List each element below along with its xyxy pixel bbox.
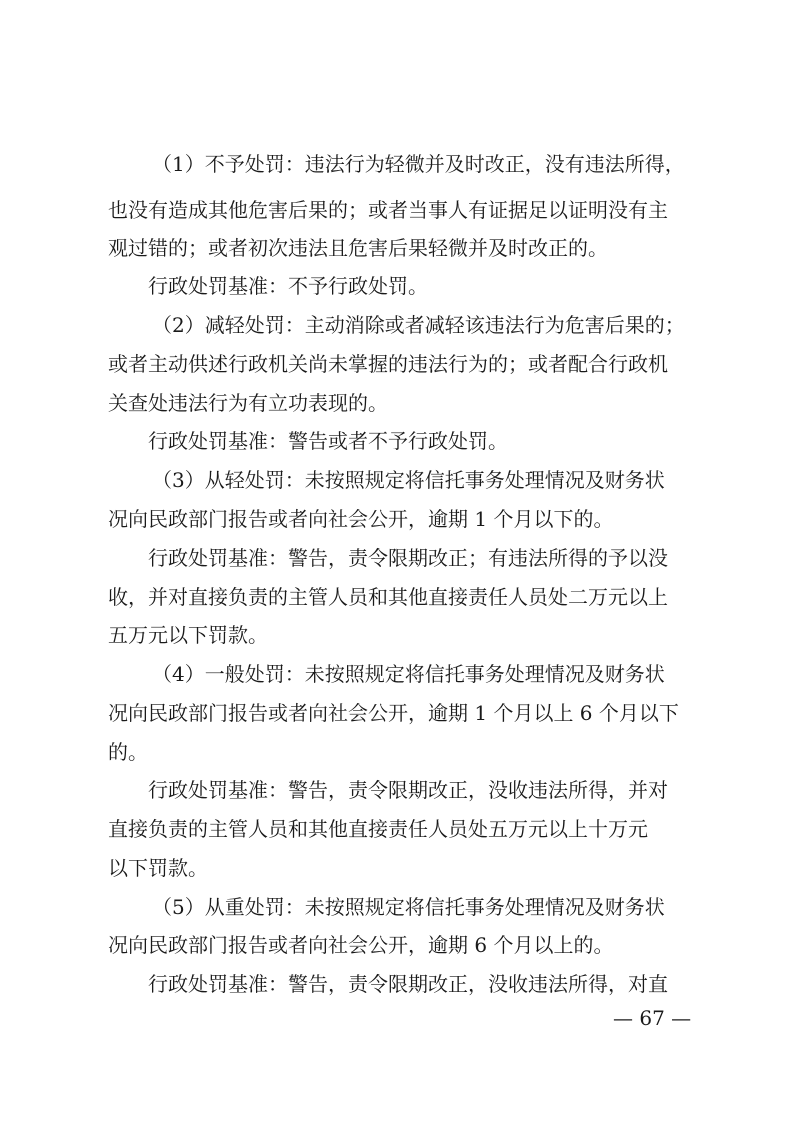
paragraph-line [0, 809, 793, 849]
paragraph-line [0, 615, 793, 655]
paragraph-line [0, 577, 793, 617]
text-line: 以下罚款。 [108, 856, 208, 880]
paragraph-line [0, 925, 793, 965]
text-line: （3）从轻处罚：未按照规定将信托事务处理情况及财务状 [152, 468, 665, 492]
paragraph-line [0, 266, 793, 306]
text-line: 行政处罚基准：警告，责令限期改正，没收违法所得，并对 [148, 778, 668, 802]
paragraph-line [0, 383, 793, 423]
paragraph-line [0, 693, 793, 733]
text-line: 况向民政部门报告或者向社会公开，逾期 6 个月以上的。 [108, 933, 614, 957]
paragraph-line [0, 499, 793, 539]
paragraph-line [0, 538, 793, 578]
text-line: 的。 [108, 740, 148, 764]
paragraph-line [0, 770, 793, 810]
paragraph-line [0, 848, 793, 888]
paragraph-line [0, 887, 793, 927]
text-line: 况向民政部门报告或者向社会公开，逾期 1 个月以上 6 个月以下 [108, 701, 679, 725]
paragraph-line [0, 228, 793, 268]
paragraph-line [0, 732, 793, 772]
text-line: （4）一般处罚：未按照规定将信托事务处理情况及财务状 [152, 662, 665, 686]
text-line: 收，并对直接负责的主管人员和其他直接责任人员处二万元以上 [108, 585, 668, 609]
paragraph-line [0, 344, 793, 384]
text-line: （5）从重处罚：未按照规定将信托事务处理情况及财务状 [152, 895, 665, 919]
paragraph-line [0, 305, 793, 345]
paragraph-line [0, 144, 793, 184]
text-line: 也没有造成其他危害后果的；或者当事人有证据足以证明没有主 [108, 198, 668, 222]
text-line: 五万元以下罚款。 [108, 623, 268, 647]
text-line: 或者主动供述行政机关尚未掌握的违法行为的；或者配合行政机 [108, 352, 668, 376]
paragraph-line [0, 190, 793, 230]
text-line: 行政处罚基准：警告或者不予行政处罚。 [148, 429, 508, 453]
paragraph-line [0, 964, 793, 1004]
page-number: — 67 — [613, 1006, 692, 1030]
paragraph-line [0, 460, 793, 500]
paragraph-line [0, 421, 793, 461]
text-line: 行政处罚基准：警告，责令限期改正，没收违法所得，对直 [148, 972, 668, 996]
text-line: 行政处罚基准：警告，责令限期改正；有违法所得的予以没 [148, 546, 668, 570]
text-line: 关查处违法行为有立功表现的。 [108, 391, 388, 415]
text-line: 直接负责的主管人员和其他直接责任人员处五万元以上十万元 [108, 817, 648, 841]
text-line: 观过错的；或者初次违法且危害后果轻微并及时改正的。 [108, 236, 608, 260]
text-line: 行政处罚基准：不予行政处罚。 [148, 274, 428, 298]
text-line: （1）不予处罚：违法行为轻微并及时改正，没有违法所得， [152, 152, 685, 176]
text-line: 况向民政部门报告或者向社会公开，逾期 1 个月以下的。 [108, 507, 614, 531]
paragraph-line [0, 654, 793, 694]
text-line: （2）减轻处罚：主动消除或者减轻该违法行为危害后果的； [152, 313, 685, 337]
